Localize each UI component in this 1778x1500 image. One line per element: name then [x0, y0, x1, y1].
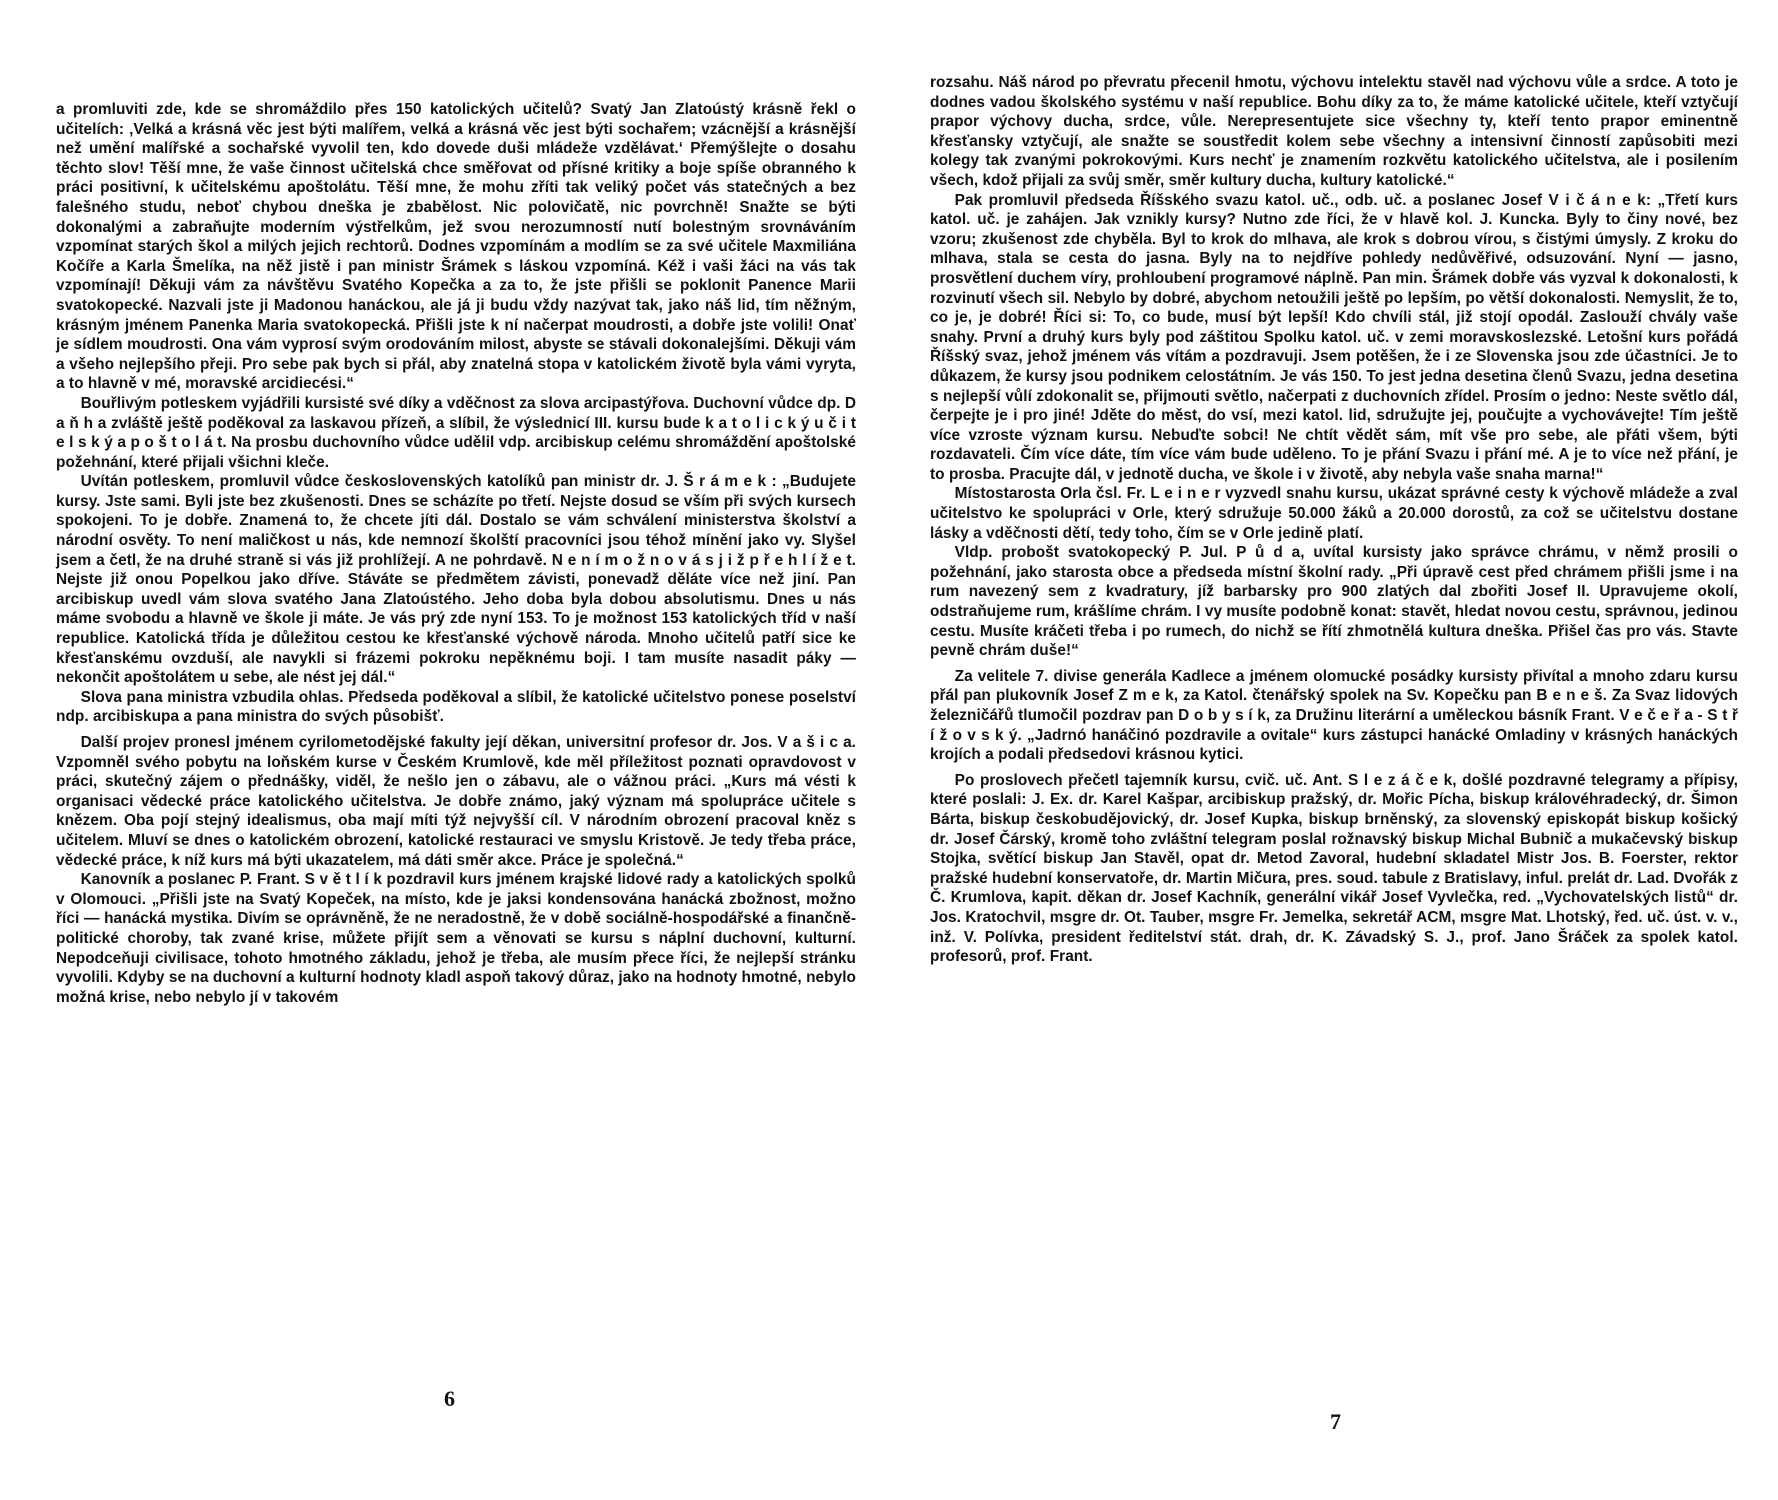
- paragraph: Slova pana ministra vzbudila ohlas. Předseda poděkoval a slíbil, že katolické učitelstvo ponese poselství ndp. arcibiskupa a pana ministra do svých působišť.: [56, 688, 856, 726]
- paragraph: Místostarosta Orla čsl. Fr. L e i n e r vyzvedl snahu kursu, ukázat správné cesty k výchově mládeže a zval učitelstvo ke spolupráci v Orle, který sdružuje 50.000 žáků a 20.000 dorostů, za což se učitelstvu dostane lásky a vděčnosti dětí, tedy toho, čím se v Orle jedině platí.: [930, 485, 1738, 542]
- page-number: 7: [1330, 1409, 1341, 1434]
- paragraph: a promluviti zde, kde se shromáždilo přes 150 katolických učitelů? Svatý Jan Zlatoústý krásně řekl o učitelích: ‚Velká a krásná věc jest býti malířem, velká a krásná věc jest býti sochařem; vzácnější a krásnější než umění malířské a sochařské vyvolil ten, kdo dovede duši mládeže vzdělávat.‘ Přemýšlejte o dosahu těchto slov! Těší mne, že vaše činnost učitelská chce směřovat od přísné kritiky a boje spíše obranného k práci positivní, k učitelskému apoštolátu. Těší mne, že mohu zříti tak veliký počet vás statečných a bez falešného studu, neboť chybou dneška je zbabělost. Nic polovičatě, nic povrchně! Snažte se býti dokonalými a zabraňujte moderním výstřelkům, jež svou nerozumností nutí bolestným srovnáváním vzpomínat starých škol a milých jejich rechtorů. Dodnes vzpomínám a modlím se za své učitele Maxmiliána Kočíře a Karla Šmelíka, na něž jistě i pan ministr Šrámek s láskou vzpomíná. Kéž i vaši žáci na vás tak vzpomínají! Děkuji vám za návštěvu Svatého Kopečka a za to, že jste přišli se poklonit Panence Marii svatokopecké. Nazvali jste ji Madonou hanáckou, ale já ji budu vždy nazývat tak, jako náš lid, tím něžným, krásným jménem Panenka Maria svatokopecká. Přišli jste k ní načerpat moudrosti, a dobře jste volili! Onať je sídlem moudrosti. Ona vám vyprosí svým orodováním milost, abyste se stávali dokonalejšími. Děkuji vám a všeho nejlepšího přeji. Pro sebe pak bych si přál, aby znatelná stopa v katolickém životě byla vámi vyryta, a to hlavně v mé, moravské arcidiecési.“: [56, 101, 856, 393]
- paragraph: Vldp. probošt svatokopecký P. Jul. P ů d a, uvítal kursisty jako správce chrámu, v němž prosili o požehnání, jako starosta obce a předseda místní školní rady. „Při úpravě cest před chrámem přišli jsme i na rum navezený sem z kvadratury, jíž barbarsky pro 900 zlatých dal zbořiti Josef II. Upravujeme okolí, odstraňujeme rum, krášlíme chrám. I vy musíte podobně konat: stavět, hledat novou cestu, správnou, jedinou cestu. Musíte kráčeti třeba i po rumech, do nichž se řítí zhmotnělá kultura dneška. Přišel čas pro vás. Stavte pevně chrám duše!“: [930, 544, 1738, 660]
- paragraph: Za velitele 7. divise generála Kadlece a jménem olomucké posádky kursisty přivítal a mnoho zdaru kursu přál pan plukovník Josef Z m e k, za Katol. čtenářský spolek na Sv. Kopečku pan B e n e š. Za Svaz lidových železničářů tlumočil pozdrav pan D o b y s í k, za Družinu literární a uměleckou básník Frant. V e č e ř a - S t ř í ž o v s k ý. „Jadrnó hanáčinó pozdravile a ovitale“ kurs zástupci hanácké Omladiny v krásných hanáckých krojích a podali předsedovi krásnou kytici.: [930, 667, 1738, 764]
- paragraph: Bouřlivým potleskem vyjádřili kursisté své díky a vděčnost za slova arcipastýřova. Duchovní vůdce dp. D a ň h a zvláště ještě poděkoval za laskavou přízeň, a slíbil, že výslednicí III. kursu bude k a t o l i c k ý u č i t e l s k ý a p o š t o l á t. Na prosbu duchovního vůdce udělil vdp. arcibiskup celému shromáždění apoštolské požehnání, které přijali všichni kleče.: [56, 394, 856, 471]
- paragraph: Uvítán potleskem, promluvil vůdce československých katolíků pan ministr dr. J. Š r á m e k : „Budujete kursy. Jste sami. Byli jste bez zkušenosti. Dnes se scházíte po třetí. Nejste dosud se vším při svých kursech spokojeni. To je dobře. Znamená to, že chcete jíti dál. Dostalo se vám schválení ministerstva školství a národní osvěty. To není maličkost u nás, kde nemnozí školští pracovníci jsou téhož mínění jako vy. Slyšel jsem a četl, že na druhé straně si vás již prohlížejí. A ne pohrdavě. N e n í m o ž n o v á s j i ž p ř e h l í ž e t. Nejste již onou Popelkou jako dříve. Stáváte se předmětem závisti, ponevadž děláte více než jiní. Pan arcibiskup uvedl vám slova svatého Jana Zlatoústého. Jeho doba byla dobou absolutismu. Dnes u nás máme svobodu a hlavně ve škole ji máte. Je vás prý zde nyní 153. To je možnost 153 katolických tříd v naší republice. Katolická třída je důležitou cestou ke křesťanské výchově národa. Mnoho učitelů patří sice ke křesťanskému ovzduší, ale navykli si frázemi pokroku nepěknému boji. I tam musíte nasadit páky — nekončit apoštolátem u sebe, ale nést jej dál.“: [56, 473, 856, 687]
- right-page-text: [930, 73, 1738, 967]
- paragraph: Další projev pronesl jménem cyrilometodějské fakulty její děkan, universitní profesor dr. Jos. V a š i c a. Vzpomněl svého pobytu na loňském kurse v Českém Krumlově, kde měl příležitost poznati opravdovost v práci, skutečný zájem o přednášky, viděl, že nešlo jen o zábavu, ale o vážnou práci. „Kurs má vésti k organisaci vědecké práce katolického učitelstva. Je dobře známo, jaký význam má spolupráce učitele s knězem. Oba pojí stejný idealismus, oba mají míti týž nejvyšší cíl. V národním obrození pracoval kněz s učitelem. Mluví se dnes o katolickém obrození, katolické restauraci ve smyslu Kristově. Je tedy třeba práce, vědecké práce, k níž kurs má býti ukazatelem, má dáti směr akce. Práce je společná.“: [56, 734, 856, 869]
- left-page-text: [56, 100, 856, 1007]
- paragraph: Kanovník a poslanec P. Frant. S v ě t l í k pozdravil kurs jménem krajské lidové rady a katolických spolků v Olomouci. „Přišli jste na Svatý Kopeček, na místo, kde je jaksi kondensována hanácká zbožnost, možno říci — hanácká mystika. Divím se oprávněně, že ne neradostně, že v době sociálně-hospodářské a finančně-politické choroby, tak zvané krise, můžete přijít sem a věnovati se kursu s náplní duchovní, kulturní. Nepodceňuji civilisace, tohoto hmotného základu, jehož je třeba, ale musím přece říci, že nejlepší stránku vyvolili. Kdyby se na duchovní a kulturní hodnoty kladl aspoň takový důraz, jako na hodnoty hmotné, nebylo možná krise, nebo nebylo jí v takovém: [56, 871, 856, 1006]
- page-number: 6: [444, 1386, 455, 1411]
- paragraph: Pak promluvil předseda Říšského svazu katol. uč., odb. uč. a poslanec Josef V i č á n e k: „Třetí kurs katol. uč. je zahájen. Jak vznikly kursy? Nutno zde říci, že v hlavě kol. J. Kuncka. Byly to činy nové, bez vzoru; zkušenost zde chyběla. Byl to krok do mlhava, ale krok s dobrou vírou, s čistými úmysly. Z kroku do mlhava, stala se cesta do jasna. Byly na to nejdříve pohledy nedůvěřivé, odsuzování. Nyní — jasno, prosvětlení duchem víry, prohloubení programové náplně. Pan min. Šrámek dobře vás vyzval k dokonalosti, k rozvinutí všech sil. Nebylo by dobré, abychom netoužili ještě po lepším, po větší dokonalosti. Nemyslit, že to, co je, je dobré! Říci si: To, co bude, musí být lepší! Kdo chvíli stál, již stojí opodál. Zaslouží chvály vaše snahy. První a druhý kurs byly pod záštitou Spolku katol. uč. v zemi moravskoslezské. Letošní kurs pořádá Říšský svaz, jehož jménem vás vítám a pozdravuji. Jsem potěšen, že i ze Slovenska jsou zde účastníci. Je to důkazem, že kursy jsou podnikem celostátním. Je vás 150. To jest jedna desetina členů Svazu, jedna desetina s nejlepší vůlí zdokonalit se, přijmouti světlo, načerpati z duchovních zřídel. Prosím o jedno: Neste světlo dál, čerpejte je i pro jiné! Jděte do měst, do vsí, mezi katol. lid, sdružujte jej, poučujte a vychovávejte! Tím ještě více vzroste význam kursu. Nebuďte sobci! Ne chtít vědět sám, mít vše pro sebe, ale přáti všem, býti rozdavateli. Čím více dáte, tím více vám bude uděleno. To je přání Svazu i přání mé. A je to více než přání, je to prosba. Pracujte dál, v jednotě ducha, ve škole i v životě, aby nebyla vaše snaha marna!“: [930, 191, 1738, 483]
- paragraph: Po proslovech přečetl tajemník kursu, cvič. uč. Ant. S l e z á č e k, došlé pozdravné telegramy a přípisy, které poslali: J. Ex. dr. Karel Kašpar, arcibiskup pražský, dr. Mořic Pícha, biskup královéhradecký, dr. Šimon Bárta, biskup českobudějovický, dr. Josef Kupka, biskup brněnský, za slovenský episkopát biskup košický dr. Josef Čárský, kromě toho zvláštní telegram poslal rožnavský biskup Michal Bubnič a mukačevský biskup Stojka, světící biskup Jan Stavěl, opat dr. Metod Zavoral, hudební skladatel Mistr Jos. B. Foerster, rektor pražské hudební konservatoře, dr. Martin Mičura, pres. soud. tabule z Bratislavy, inful. prelát dr. Lad. Dvořák z Č. Krumlova, kapit. děkan dr. Josef Kachník, generální vikář Josef Vyvlečka, red. „Vychovatelských listů“ dr. Jos. Kratochvil, msgre dr. Ot. Tauber, msgre Fr. Jemelka, sekretář ACM, msgre Mat. Lhotský, řed. uč. úst. v. v., inž. V. Polívka, president ředitelství stát. drah, dr. K. Závadský S. J., prof. Jano Šráček za spolek katol. profesorů, prof. Frant.: [930, 771, 1738, 966]
- paragraph: rozsahu. Náš národ po převratu přecenil hmotu, výchovu intelektu stavěl nad výchovu vůle a srdce. A toto je dodnes vadou školského systému v naší republice. Bohu díky za to, že máme katolické učitele, kteří vztyčují prapor výchovy ducha, srdce, vůle. Nerepresentujete sice všechny ty, kteří tento prapor eminentně křesťansky vztyčují, ale snažte se soustředit kolem sebe všechny a intensivní činností zapůsobiti mezi kolegy tak zvanými pokrokovými. Kurs nechť je znamením rozkvětu katolického učitelstva, ale i posilením všech, kdož přijali za svůj směr, směr kultury ducha, kultury katolické.“: [930, 74, 1738, 189]
